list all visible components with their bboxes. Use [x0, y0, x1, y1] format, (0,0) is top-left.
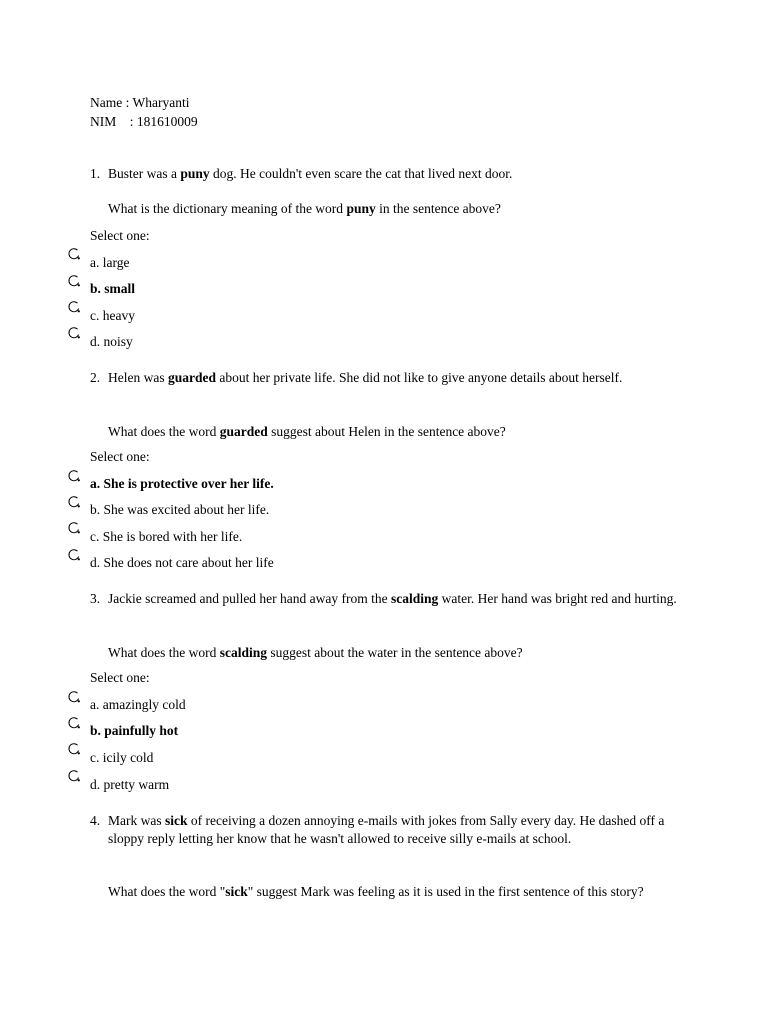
question-number: 4.: [90, 813, 101, 828]
question-text-before: Buster was a: [108, 166, 181, 181]
question-text: [108, 369, 678, 387]
option-a[interactable]: a. amazingly cold: [90, 697, 186, 712]
prompt-keyword: sick: [225, 884, 248, 899]
option-b[interactable]: b. She was excited about her life.: [90, 502, 270, 517]
radio-option-b[interactable]: [66, 273, 82, 289]
question-prompt: [108, 883, 668, 901]
prompt-after: suggest about the water in the sentence above?: [266, 645, 523, 660]
radio-option-c[interactable]: [66, 299, 82, 315]
prompt-after: suggest about Helen in the sentence above?: [267, 424, 506, 439]
prompt-keyword: scalding: [219, 645, 267, 660]
prompt-before: What does the word: [108, 645, 220, 660]
question-keyword: scalding: [391, 591, 439, 606]
radio-option-c[interactable]: [66, 741, 82, 757]
option-c[interactable]: c. heavy: [90, 308, 135, 323]
question-number: 3.: [90, 591, 101, 606]
radio-option-c[interactable]: [66, 520, 82, 536]
prompt-before: What does the word ": [108, 884, 226, 899]
question-text-before: Mark was: [108, 813, 165, 828]
prompt-keyword: puny: [346, 201, 376, 216]
question-text-after: water. Her hand was bright red and hurting.: [438, 591, 677, 606]
option-d[interactable]: d. noisy: [90, 334, 133, 349]
question-prompt: [108, 423, 678, 441]
question-text-before: Helen was: [108, 370, 168, 385]
radio-option-b[interactable]: [66, 494, 82, 510]
option-a[interactable]: a. large: [90, 255, 130, 270]
question-prompt: [108, 644, 678, 662]
prompt-before: What does the word: [108, 424, 220, 439]
select-one-label: Select one:: [90, 670, 150, 685]
question-text-after: about her private life. She did not like to give anyone details about herself.: [216, 370, 623, 385]
student-nim: NIM : 181610009: [90, 114, 198, 129]
question-keyword: puny: [180, 166, 210, 181]
option-c[interactable]: c. She is bored with her life.: [90, 529, 243, 544]
prompt-before: What is the dictionary meaning of the word: [108, 201, 347, 216]
prompt-keyword: guarded: [219, 424, 268, 439]
question-prompt: [108, 200, 678, 218]
question-text-after: dog. He couldn't even scare the cat that lived next door.: [209, 166, 513, 181]
question-keyword: guarded: [167, 370, 216, 385]
option-b-selected[interactable]: b. painfully hot: [90, 723, 179, 738]
option-d[interactable]: d. pretty warm: [90, 777, 170, 792]
radio-option-d[interactable]: [66, 325, 82, 341]
radio-option-a[interactable]: [66, 246, 82, 262]
question-text-after: of receiving a dozen annoying e-mails with jokes from Sally every day. He dashed off a sloppy reply letting her know that he wasn't allowed to receive silly e-mails at school.: [108, 813, 665, 846]
radio-option-d[interactable]: [66, 547, 82, 563]
option-b-selected[interactable]: b. small: [90, 281, 136, 296]
option-c[interactable]: c. icily cold: [90, 750, 154, 765]
question-keyword: sick: [165, 813, 188, 828]
prompt-after: in the sentence above?: [375, 201, 501, 216]
question-text: [108, 812, 668, 848]
option-d[interactable]: d. She does not care about her life: [90, 555, 274, 570]
radio-option-b[interactable]: [66, 715, 82, 731]
radio-option-d[interactable]: [66, 768, 82, 784]
student-name: Name : Wharyanti: [90, 95, 190, 110]
select-one-label: Select one:: [90, 228, 150, 243]
radio-option-a[interactable]: [66, 468, 82, 484]
question-number: 2.: [90, 370, 101, 385]
radio-option-a[interactable]: [66, 689, 82, 705]
question-number: 1.: [90, 166, 101, 181]
question-text: [108, 590, 678, 608]
prompt-after: " suggest Mark was feeling as it is used in the first sentence of this story?: [247, 884, 644, 899]
select-one-label: Select one:: [90, 449, 150, 464]
question-text-before: Jackie screamed and pulled her hand away from the: [108, 591, 392, 606]
question-text: [108, 165, 678, 183]
option-a-selected[interactable]: a. She is protective over her life.: [90, 476, 274, 491]
